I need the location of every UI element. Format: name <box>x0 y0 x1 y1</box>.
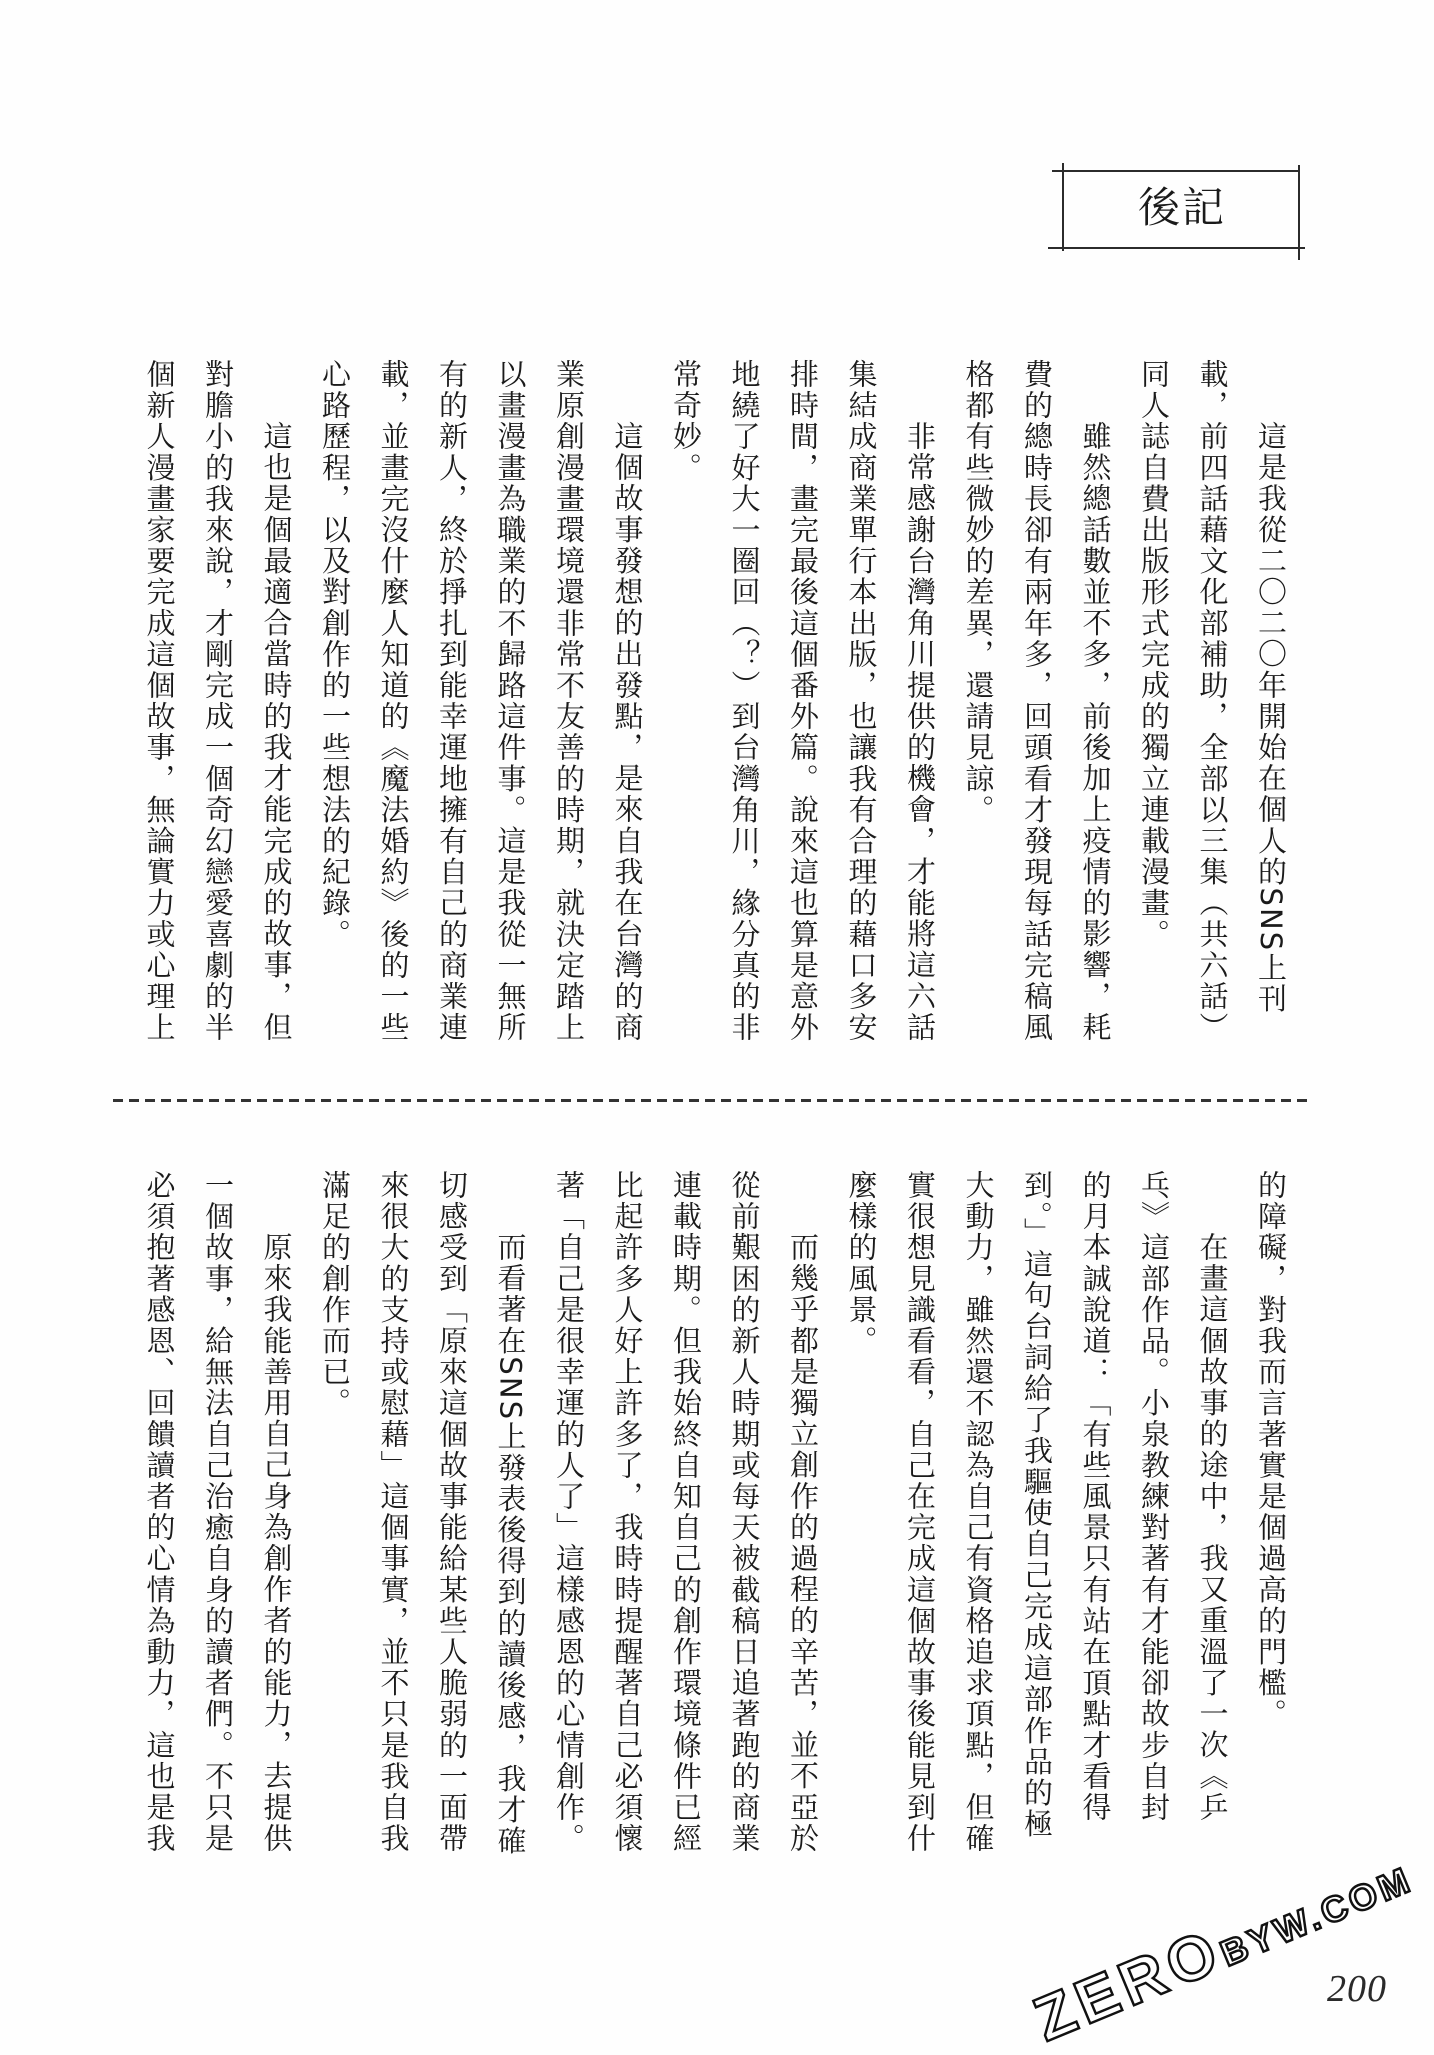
text-column: 而看著在SNS上發表後得到的讀後感，我才確 <box>493 1232 528 1857</box>
paragraph <box>306 1170 540 1870</box>
text-column: 集結成商業單行本出版，也讓我有合理的藉口多安 <box>844 359 879 1044</box>
text-section-top <box>130 359 1300 1059</box>
text-section-bottom <box>130 1170 1300 1870</box>
text-column: 有的新人，終於掙扎到能幸運地擁有自己的商業連 <box>435 359 469 1044</box>
page-number: 200 <box>1327 1968 1387 2010</box>
paragraph <box>130 1170 306 1870</box>
text-column: 原來我能善用自己身為創作者的能力，去提供 <box>259 1232 294 1855</box>
afterword-title: 後記 <box>1137 183 1227 232</box>
text-column: 到。」這句台詞給了我驅使自己完成這部作品的極 <box>1020 1170 1054 1840</box>
text-column: 地繞了好大一圈回（？）到台灣角川，緣分真的非 <box>727 359 762 1044</box>
paragraph <box>306 359 657 1059</box>
text-column: 必須抱著感恩、回饋讀者的心情為動力，這也是我 <box>142 1170 177 1855</box>
text-column: 常奇妙。 <box>669 359 703 484</box>
text-column: 在畫這個故事的途中，我又重溫了一次《乒 <box>1195 1232 1230 1824</box>
text-column: 這也是個最適合當時的我才能完成的故事，但 <box>259 421 294 1044</box>
text-column: 的障礙，對我而言著實是個過高的門檻。 <box>1254 1170 1288 1730</box>
text-column: 以畫漫畫為職業的不歸路這件事。這是我從一無所 <box>493 359 528 1044</box>
text-column: 乓》這部作品。小泉教練對著有才能卻故步自封 <box>1137 1170 1171 1824</box>
text-column: 一個故事，給無法自己治癒自身的讀者們。不只是 <box>201 1170 235 1855</box>
watermark-primary-text: ZERO <box>1024 1915 1233 2055</box>
watermark <box>1024 1842 1419 2055</box>
title-frame-left-line <box>1062 163 1064 251</box>
text-column: 比起許多人好上許多了，我時時提醒著自己必須懷 <box>610 1170 645 1855</box>
paragraph <box>832 1170 1242 1870</box>
title-frame-bottom-line <box>1048 247 1305 249</box>
text-column: 載，並畫完沒什麼人知道的《魔法婚約》後的一些 <box>376 359 411 1044</box>
text-column: 實很想見識看看，自己在完成這個故事後能見到什 <box>903 1170 937 1855</box>
paragraph <box>540 1170 833 1870</box>
text-column: 載，前四話藉文化部補助，全部以三集（共六話） <box>1195 359 1230 1044</box>
text-column: 心路歷程，以及對創作的一些想法的紀錄。 <box>318 359 352 950</box>
paragraph <box>657 359 950 1059</box>
text-column: 費的總時長卻有兩年多，回頭看才發現每話完稿風 <box>1020 359 1054 1044</box>
watermark-secondary-text: BYW.COM <box>1214 1858 1419 1975</box>
paragraph <box>130 359 306 1059</box>
text-column: 排時間，畫完最後這個番外篇。說來這也算是意外 <box>786 359 820 1044</box>
text-column: 切感受到「原來這個故事能給某些人脆弱的一面帶 <box>435 1170 469 1855</box>
text-column: 著「自己是很幸運的人了」這樣感恩的心情創作。 <box>552 1170 586 1855</box>
text-column: 對膽小的我來說，才剛完成一個奇幻戀愛喜劇的半 <box>201 359 235 1044</box>
title-frame-right-line <box>1298 165 1300 260</box>
text-column: 非常感謝台灣角川提供的機會，才能將這六話 <box>903 421 937 1044</box>
paragraph <box>1125 359 1301 1059</box>
text-column: 雖然總話數並不多，前後加上疫情的影響，耗 <box>1078 421 1113 1044</box>
paragraph <box>1242 1170 1301 1870</box>
text-column: 業原創漫畫環境還非常不友善的時期，就決定踏上 <box>552 359 586 1044</box>
text-column: 麼樣的風景。 <box>844 1170 879 1357</box>
text-column: 連載時期。但我始終自知自己的創作環境條件已經 <box>669 1170 703 1855</box>
text-column: 而幾乎都是獨立創作的過程的辛苦，並不亞於 <box>786 1232 820 1855</box>
text-column: 大動力，雖然還不認為自己有資格追求頂點，但確 <box>961 1170 996 1855</box>
text-column: 同人誌自費出版形式完成的獨立連載漫畫。 <box>1137 359 1171 950</box>
text-column: 這個故事發想的出發點，是來自我在台灣的商 <box>610 421 645 1044</box>
text-column: 來很大的支持或慰藉」這個事實，並不只是我自我 <box>376 1170 411 1855</box>
text-column: 個新人漫畫家要完成這個故事，無論實力或心理上 <box>142 359 177 1044</box>
text-column: 這是我從二〇二〇年開始在個人的SNS上刊 <box>1254 421 1288 1015</box>
text-column: 的月本誠說道：「有些風景只有站在頂點才看得 <box>1078 1170 1113 1824</box>
text-column: 格都有些微妙的差異，還請見諒。 <box>961 359 996 826</box>
text-column: 從前艱困的新人時期或每天被截稿日追著跑的商業 <box>727 1170 762 1855</box>
paragraph <box>949 359 1125 1059</box>
text-column: 滿足的創作而已。 <box>318 1170 352 1419</box>
section-divider <box>113 1099 1308 1102</box>
title-frame-top-line <box>1052 170 1300 172</box>
